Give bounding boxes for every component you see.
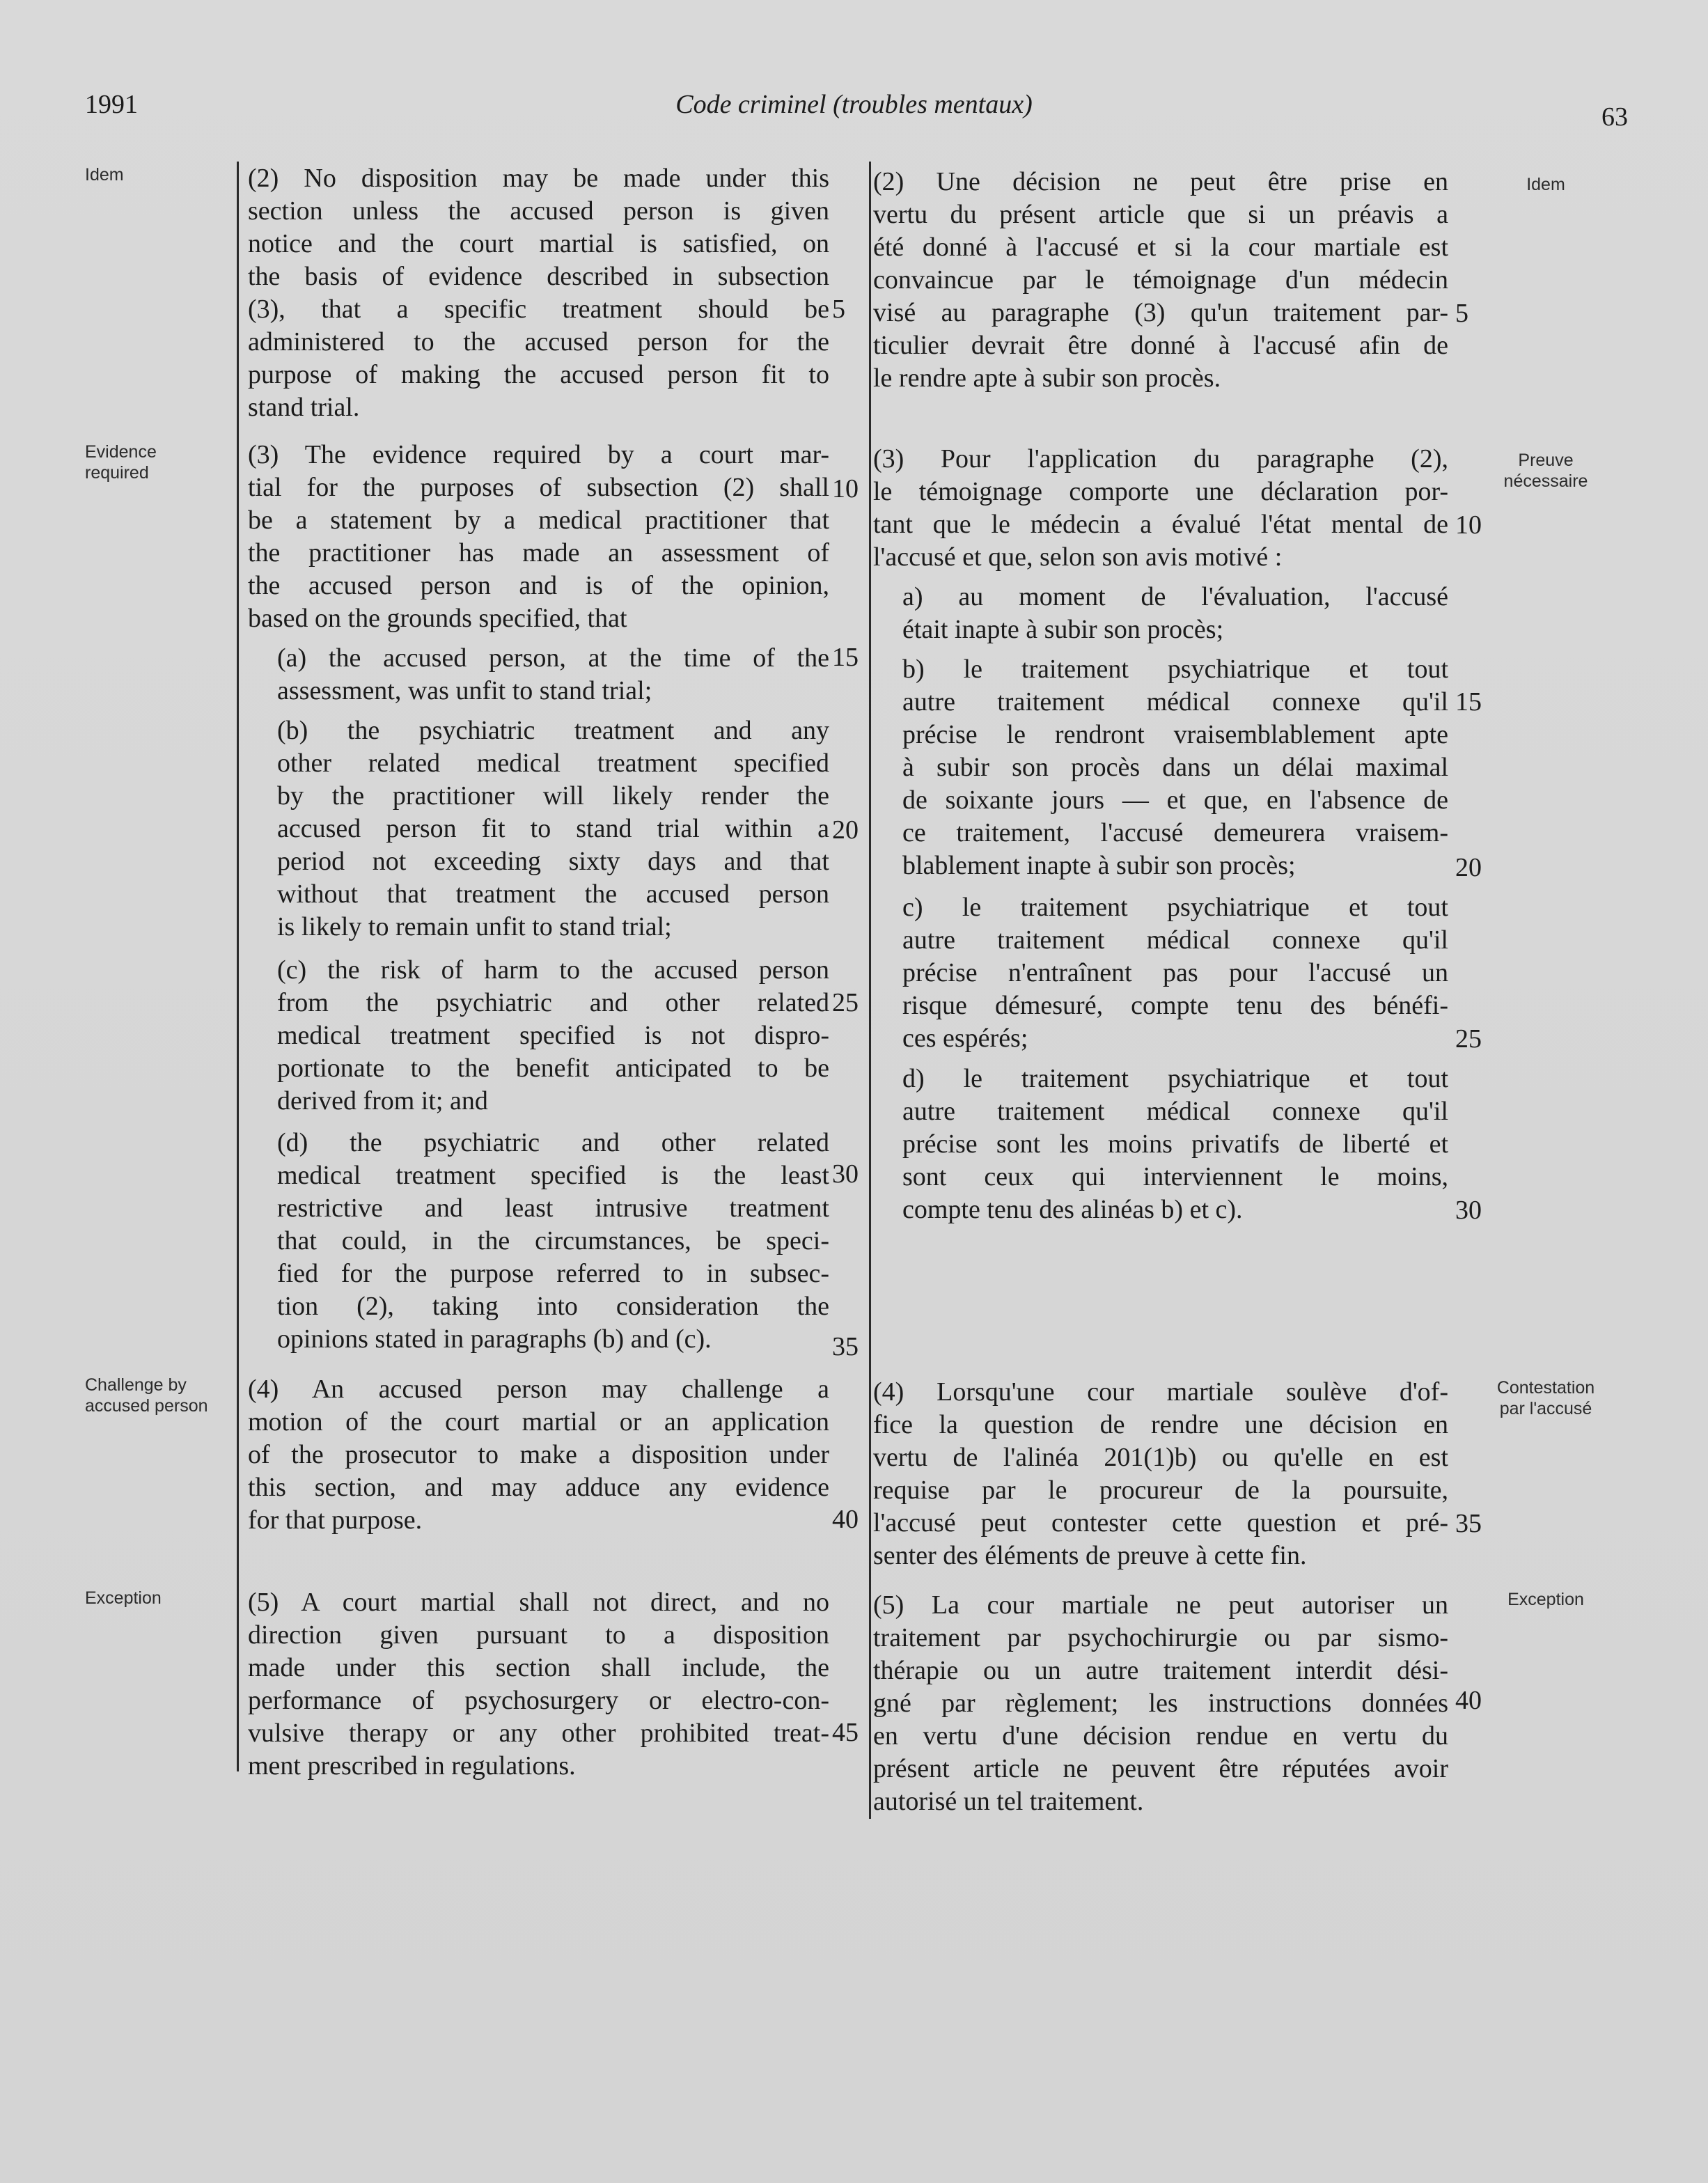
margin-note-exception-fr: Exception [1507, 1590, 1584, 1609]
text-line: (5) La cour martiale ne peut autoriser un [873, 1590, 1448, 1620]
text-line: the practitioner has made an assessment of [248, 538, 829, 568]
text-line: blablement inapte à subir son procès; [902, 851, 1296, 880]
margin-note-exception-en: Exception [85, 1588, 162, 1608]
text-line: autre traitement médical connexe qu'il [902, 687, 1448, 717]
text-line: requise par le procureur de la poursuite, [873, 1476, 1448, 1505]
text-line: be a statement by a medical practitioner that [248, 506, 829, 535]
text-line: visé au paragraphe (3) qu'un traitement par- [873, 298, 1448, 327]
text-line: en vertu d'une décision rendue en vertu du [873, 1721, 1448, 1751]
en-line-number: 25 [832, 988, 859, 1017]
fr-line-number: 35 [1455, 1509, 1482, 1538]
text-line: tant que le médecin a évalué l'état mental de [873, 510, 1448, 539]
text-line: (2) Une décision ne peut être prise en [873, 167, 1448, 196]
header-title: Code criminel (troubles mentaux) [675, 90, 1033, 119]
text-line: performance of psychosurgery or electro-con- [248, 1686, 829, 1715]
fr-line-number: 30 [1455, 1196, 1482, 1225]
text-line: fied for the purpose referred to in subsec- [277, 1259, 829, 1288]
en-subsection-2 [248, 162, 829, 424]
fr-line-number: 15 [1455, 687, 1482, 717]
en-paragraph-d [248, 1127, 829, 1356]
text-line: b) le traitement psychiatrique et tout [902, 655, 1448, 684]
text-line: (4) Lorsqu'une cour martiale soulève d'of- [873, 1377, 1448, 1407]
en-line-number: 10 [832, 474, 859, 503]
text-line: that could, in the circumstances, be speci- [277, 1226, 829, 1255]
text-line: (3) Pour l'application du paragraphe (2), [873, 444, 1448, 474]
en-line-number: 15 [832, 643, 859, 672]
french-column-rule [869, 162, 871, 1819]
text-line: (c) the risk of harm to the accused person [277, 955, 829, 985]
text-line: ces espérés; [902, 1024, 1028, 1053]
en-paragraph-c [248, 954, 829, 1118]
text-line: ticulier devrait être donné à l'accusé afin de [873, 331, 1448, 360]
text-line: a) au moment de l'évaluation, l'accusé [902, 582, 1448, 611]
fr-subsection-4 [873, 1376, 1448, 1572]
text-line: tion (2), taking into consideration the [277, 1292, 829, 1321]
text-line: le rendre apte à subir son procès. [873, 363, 1221, 393]
text-line: based on the grounds specified, that [248, 604, 627, 633]
text-line: (d) the psychiatric and other related [277, 1128, 829, 1157]
text-line: sont ceux qui interviennent le moins, [902, 1162, 1448, 1191]
text-line: senter des éléments de preuve à cette fin. [873, 1541, 1307, 1570]
text-line: from the psychiatric and other related [277, 988, 829, 1017]
text-line: ce traitement, l'accusé demeurera vraisem- [902, 818, 1448, 847]
text-line: était inapte à subir son procès; [902, 615, 1224, 644]
text-line: for that purpose. [248, 1505, 423, 1535]
fr-subsection-2 [873, 166, 1448, 395]
text-line: vertu du présent article que si un préavis a [873, 200, 1448, 229]
text-line: medical treatment specified is not dispro- [277, 1021, 829, 1050]
fr-paragraph-b [873, 653, 1448, 882]
text-line: risque démesuré, compte tenu des bénéfi- [902, 991, 1448, 1020]
margin-note-preuve: Preuve nécessaire [1503, 451, 1588, 491]
fr-line-number: 40 [1455, 1686, 1482, 1715]
text-line: vertu de l'alinéa 201(1)b) ou qu'elle en est [873, 1443, 1448, 1472]
text-line: précise le rendront vraisemblablement apte [902, 720, 1448, 749]
text-line: (5) A court martial shall not direct, and no [248, 1588, 829, 1617]
fr-paragraph-a [873, 581, 1448, 646]
text-line: period not exceeding sixty days and that [277, 847, 829, 876]
text-line: l'accusé et que, selon son avis motivé : [873, 542, 1283, 572]
text-line: (b) the psychiatric treatment and any [277, 716, 829, 745]
text-line: opinions stated in paragraphs (b) and (c). [277, 1324, 712, 1354]
fr-paragraph-d [873, 1063, 1448, 1226]
english-column-rule [237, 162, 239, 1771]
text-line: notice and the court martial is satisfied, on [248, 229, 829, 258]
text-line: présent article ne peuvent être réputées avoir [873, 1754, 1448, 1783]
text-line: vulsive therapy or any other prohibited treat- [248, 1719, 829, 1748]
text-line: accused person fit to stand trial within a [277, 814, 829, 843]
en-subsection-4 [248, 1373, 829, 1537]
text-line: traitement par psychochirurgie ou par sismo- [873, 1623, 1448, 1652]
text-line: other related medical treatment specified [277, 749, 829, 778]
margin-note-evidence-required: Evidence required [85, 442, 157, 483]
en-line-number: 30 [832, 1159, 859, 1189]
margin-note-idem-fr: Idem [1526, 175, 1565, 194]
en-subsection-3 [248, 439, 829, 635]
text-line: by the practitioner will likely render the [277, 781, 829, 811]
text-line: le témoignage comporte une déclaration por- [873, 477, 1448, 506]
text-line: (3) The evidence required by a court mar- [248, 440, 829, 469]
text-line: the accused person and is of the opinion, [248, 571, 829, 600]
text-line: de soixante jours — et que, en l'absence de [902, 785, 1448, 815]
text-line: gné par règlement; les instructions données [873, 1689, 1448, 1718]
text-line: c) le traitement psychiatrique et tout [902, 893, 1448, 922]
margin-note-idem-en: Idem [85, 165, 124, 185]
text-line: of the prosecutor to make a disposition under [248, 1440, 829, 1469]
text-line: d) le traitement psychiatrique et tout [902, 1064, 1448, 1093]
fr-line-number: 10 [1455, 510, 1482, 540]
en-line-number: 40 [832, 1505, 859, 1534]
fr-subsection-3 [873, 443, 1448, 574]
en-line-number: 45 [832, 1718, 859, 1747]
text-line: fice la question de rendre une décision en [873, 1410, 1448, 1439]
text-line: compte tenu des alinéas b) et c). [902, 1195, 1243, 1224]
text-line: is likely to remain unfit to stand trial; [277, 912, 672, 941]
header-year: 1991 [85, 90, 138, 119]
text-line: without that treatment the accused person [277, 879, 829, 909]
text-line: autre traitement médical connexe qu'il [902, 1097, 1448, 1126]
text-line: (3), that a specific treatment should be [248, 295, 829, 324]
text-line: précise sont les moins privatifs de liberté et [902, 1129, 1448, 1159]
text-line: purpose of making the accused person fit to [248, 360, 829, 389]
text-line: motion of the court martial or an application [248, 1407, 829, 1437]
en-line-number: 5 [832, 295, 845, 324]
text-line: administered to the accused person for the [248, 327, 829, 357]
text-line: (a) the accused person, at the time of the [277, 643, 829, 673]
text-line: été donné à l'accusé et si la cour martiale est [873, 233, 1448, 262]
fr-line-number: 25 [1455, 1024, 1482, 1054]
en-paragraph-b [248, 714, 829, 944]
text-line: assessment, was unfit to stand trial; [277, 676, 652, 705]
text-line: medical treatment specified is the least [277, 1161, 829, 1190]
text-line: (2) No disposition may be made under this [248, 164, 829, 193]
text-line: restrictive and least intrusive treatment [277, 1194, 829, 1223]
text-line: derived from it; and [277, 1086, 488, 1116]
text-line: autorisé un tel traitement. [873, 1787, 1144, 1816]
text-line: autre traitement médical connexe qu'il [902, 925, 1448, 955]
page-number: 63 [1601, 102, 1628, 132]
margin-note-contestation: Contestation par l'accusé [1496, 1378, 1595, 1418]
text-line: the basis of evidence described in subsection [248, 262, 829, 291]
fr-line-number: 5 [1455, 299, 1468, 328]
text-line: stand trial. [248, 393, 360, 422]
text-line: direction given pursuant to a disposition [248, 1620, 829, 1650]
text-line: à subir son procès dans un délai maximal [902, 753, 1448, 782]
en-line-number: 20 [832, 815, 859, 845]
text-line: portionate to the benefit anticipated to be [277, 1054, 829, 1083]
en-line-number: 35 [832, 1332, 859, 1361]
text-line: tial for the purposes of subsection (2) shall [248, 473, 829, 502]
fr-subsection-5 [873, 1589, 1448, 1818]
text-line: convaincue par le témoignage d'un médecin [873, 265, 1448, 295]
text-line: précise n'entraînent pas pour l'accusé un [902, 958, 1448, 987]
fr-paragraph-c [873, 891, 1448, 1055]
fr-line-number: 20 [1455, 853, 1482, 882]
text-line: section unless the accused person is given [248, 196, 829, 226]
text-line: made under this section shall include, the [248, 1653, 829, 1682]
text-line: l'accusé peut contester cette question et pré- [873, 1508, 1448, 1538]
margin-note-challenge: Challenge by accused person [85, 1375, 208, 1416]
text-line: (4) An accused person may challenge a [248, 1375, 829, 1404]
en-subsection-5 [248, 1586, 829, 1783]
text-line: this section, and may adduce any evidence [248, 1473, 829, 1502]
en-paragraph-a [248, 642, 829, 707]
text-line: ment prescribed in regulations. [248, 1751, 576, 1781]
text-line: thérapie ou un autre traitement interdit dési- [873, 1656, 1448, 1685]
